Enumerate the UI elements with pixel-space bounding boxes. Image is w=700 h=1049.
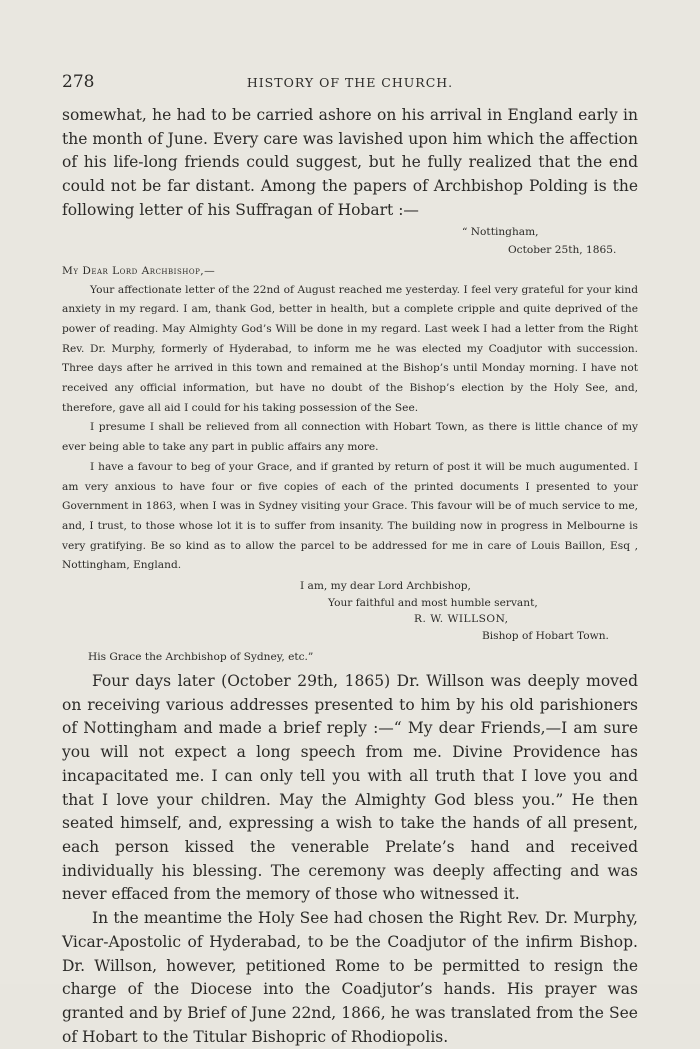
dateline-date: October 25th, 1865. (508, 243, 617, 256)
body-text (62, 104, 638, 1049)
letter-addressee: His Grace the Archbishop of Sydney, etc.” (88, 651, 314, 664)
page-number: 278 (62, 72, 95, 92)
signature-title: Bishop of Hobart Town. (482, 629, 609, 642)
running-head: HISTORY OF THE CHURCH. (246, 75, 454, 90)
page-header (62, 72, 638, 92)
intro-paragraph: somewhat, he had to be carried ashore on his arrival in England early in the month of June. Every care was lavished upon him which the affection of his life-long friends could suggest, but he fully realized that the end could not be far distant. Among the papers of Archbishop Polding is the following letter of his Suffragan of Hobart :— (62, 106, 638, 219)
body-paragraph: Four days later (October 29th, 1865) Dr. Willson was deeply moved on receiving various addresses presented to him by his old parishioners of Nottingham and made a brief reply :—“ My dear Friends,—I am sure you will not expect a long speech from me. Divine Providence has incapacitated me. I can only tell you with all truth that I love you and that I love your children. May the Almighty God bless you.” He then seated himself, and, expressing a wish to take the hands of all present, each person kissed the venerable Prelate’s hand and received individually his blessing. The ceremony was deeply affecting and was never effaced from the memory of those who witnessed it. (62, 672, 638, 904)
body-paragraph: In the meantime the Holy See had chosen the Right Rev. Dr. Murphy, Vicar-Apostolic of Hyderabad, to be the Coadjutor of the infirm Bishop. Dr. Willson, however, petitioned Rome to be permitted to resign the charge of the Diocese into the Coadjutor’s hands. His prayer was granted and by Brief of June 22nd, 1866, he was translated from the See of Hobart to the Titular Bishopric of Rhodiopolis. (62, 909, 638, 1046)
letter-paragraph: I presume I shall be relieved from all connection with Hobart Town, as there is little chance of my ever being able to take any part in public affairs any more. (62, 421, 638, 454)
letter-paragraph: Your affectionate letter of the 22nd of August reached me yesterday. I feel very grateful for your kind anxiety in my regard. I am, thank God, better in health, but a complete cripple and quite deprived of the power of reading. May Almighty God’s Will be done in my regard. Last week I had a letter from the Right Rev. Dr. Murphy, formerly of Hyderabad, to inform me he was elected my Coadjutor with succession. Three days after he arrived in this town and remained at the Bishop’s until Monday morning. I have not received any official information, but have no doubt of the Bishop’s election by the Holy See, and, therefore, gave all aid I could for his taking possession of the See. (62, 283, 638, 414)
letter-paragraph: I have a favour to beg of your Grace, and if granted by return of post it will be much augumented. I am very anxious to have four or five copies of each of the printed documents I presented to your Government in 1863, when I was in Sydney visiting your Grace. This favour will be of much service to me, and, I trust, to those whose lot it is to suffer from insanity. The building now in progress in Melbourne is very gratifying. Be so kind as to allow the parcel to be addressed for me in care of Louis Baillon, Esq , Nottingham, England. (62, 460, 638, 572)
letter-closing (62, 578, 638, 644)
letter-dateline (62, 223, 638, 259)
signature-name: R. W. WILLSON, (414, 613, 509, 626)
closing-line: I am, my dear Lord Archbishop, (300, 580, 471, 593)
dateline-place: “ Nottingham, (462, 225, 539, 238)
letter-salutation: My Dear Lord Archbishop,— (62, 264, 216, 277)
closing-line: Your faithful and most humble servant, (328, 596, 538, 609)
